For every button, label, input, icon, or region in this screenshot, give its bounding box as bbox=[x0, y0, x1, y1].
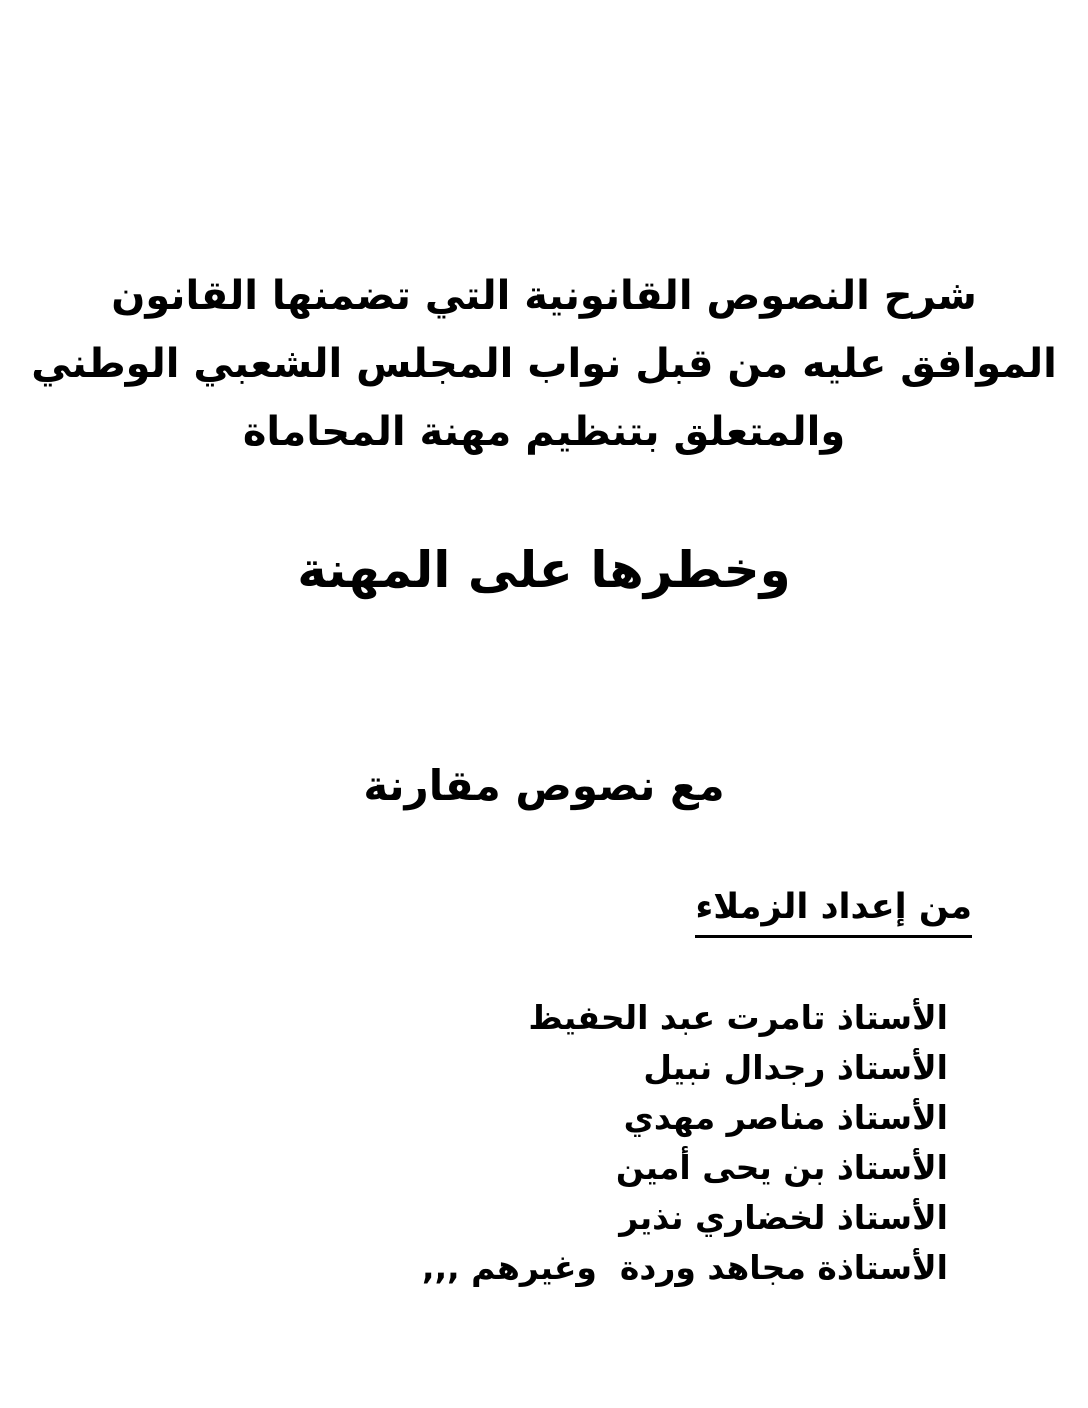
author-line: الأستاذة مجاهد وردة وغيرهم ,,, bbox=[422, 1248, 948, 1287]
author-line: الأستاذ مناصر مهدي bbox=[623, 1098, 948, 1137]
title-line-3: والمتعلق بتنظيم مهنة المحاماة bbox=[242, 409, 846, 455]
author-line: الأستاذ بن يحى أمين bbox=[615, 1148, 948, 1187]
document-title bbox=[0, 262, 1088, 466]
prepared-by-heading-text: من إعداد الزملاء bbox=[695, 882, 972, 938]
document-subtitle: وخطرها على المهنة bbox=[297, 541, 791, 599]
author-line: الأستاذ لخضاري نذير bbox=[619, 1198, 948, 1237]
title-line-1: شرح النصوص القانونية التي تضمنها القانون bbox=[111, 273, 977, 319]
title-line-2: الموافق عليه من قبل نواب المجلس الشعبي الوطني bbox=[31, 341, 1057, 387]
comparative-texts-note: مع نصوص مقارنة bbox=[363, 761, 725, 810]
author-line: الأستاذ تامرت عبد الحفيظ bbox=[528, 998, 948, 1037]
author-line: الأستاذ رجدال نبيل bbox=[643, 1048, 948, 1087]
prepared-by-heading bbox=[695, 882, 972, 938]
authors-list bbox=[0, 993, 948, 1293]
